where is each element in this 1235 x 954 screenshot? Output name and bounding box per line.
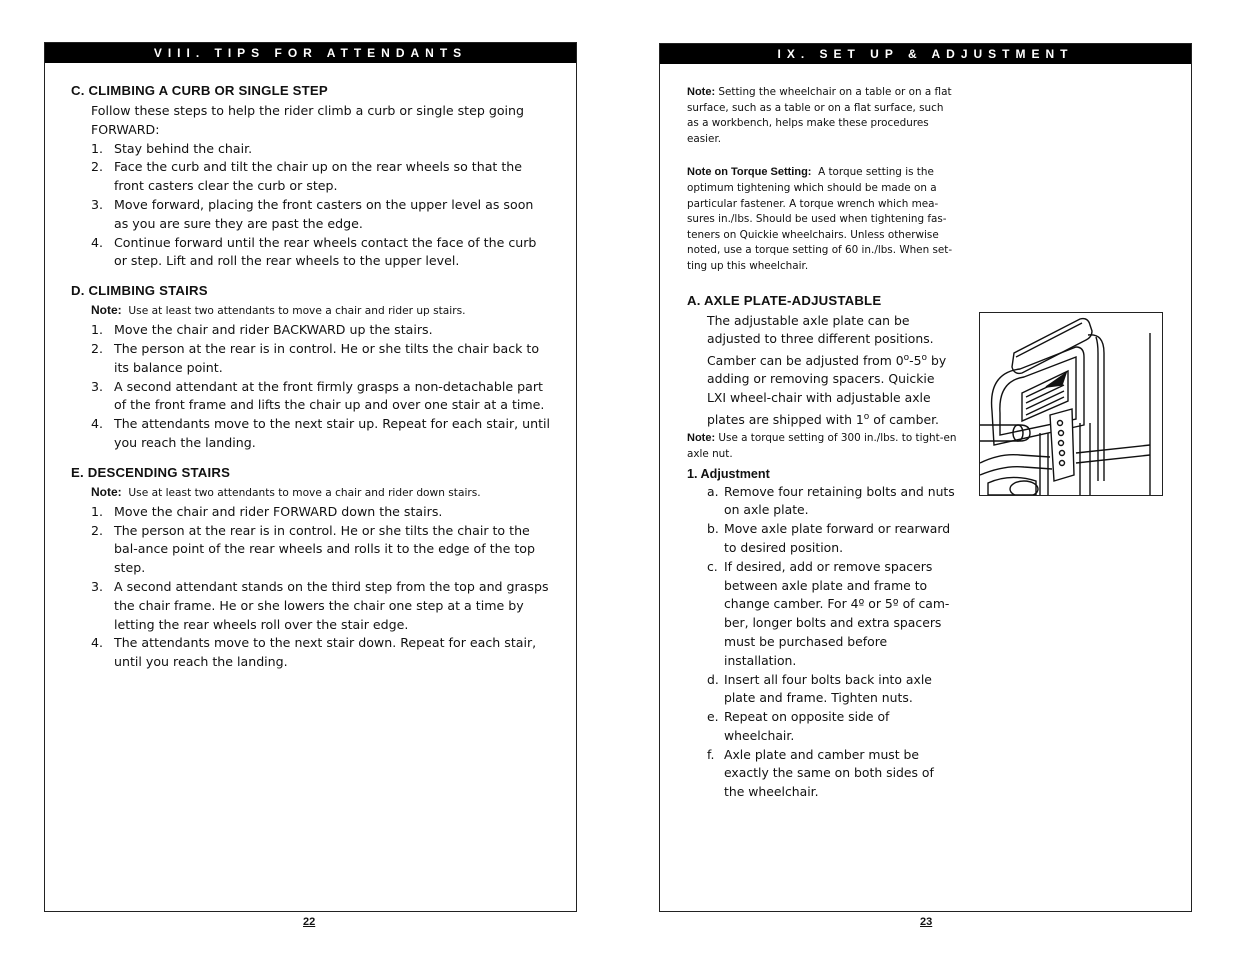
wheelchair-drawing bbox=[980, 313, 1162, 495]
left-page bbox=[44, 42, 577, 912]
step-item: 1. Move the chair and rider BACKWARD up the stairs. bbox=[91, 322, 433, 338]
step-item: 3. Move forward, placing the front casters on the upper level as soon as you are sure they are past the edge. bbox=[91, 196, 534, 231]
section-note: Note: Use at least two attendants to move a chair and rider up stairs. bbox=[91, 303, 466, 318]
step-item: 4. The attendants move to the next stair up. Repeat for each stair, until you reach the landing. bbox=[91, 416, 551, 450]
step-item: 2. Face the curb and tilt the chair up on the rear wheels so that the front casters clear the curb or step. bbox=[91, 159, 523, 194]
section-climbing-curb bbox=[71, 83, 551, 271]
section-descending-stairs bbox=[71, 465, 551, 672]
section-climbing-stairs bbox=[71, 283, 551, 453]
section-note: Note: Use at least two attendants to move a chair and rider down stairs. bbox=[91, 484, 481, 499]
step-item: 2. The person at the rear is in control. He or she tilts the chair to the bal-ance point of the rear wheels and rolls it to the edge of the top step. bbox=[91, 522, 536, 576]
step-item: 1. Stay behind the chair. bbox=[91, 140, 253, 156]
adjustment-step: a. Remove four retaining bolts and nuts on axle plate. bbox=[707, 483, 955, 518]
adjustment-step: b. Move axle plate forward or rearward to desired position. bbox=[707, 521, 951, 555]
step-item: 2. The person at the rear is in control. He or she tilts the chair back to its balance point. bbox=[91, 340, 540, 375]
right-page-number: 23 bbox=[920, 916, 933, 928]
adjustment-step: c. If desired, add or remove spacers between axle plate and frame to change camber. For 4º or 5º of cam-ber, longer bolts and extra spacers must be purchased before installation. bbox=[707, 558, 950, 668]
steps-list bbox=[71, 503, 551, 672]
section-title: D. CLIMBING STAIRS bbox=[71, 283, 208, 299]
step-item: 3. A second attendant at the front firmly grasps a non-detachable part of the front frame and lifts the chair up and over one stair at a time. bbox=[91, 378, 545, 413]
step-item: 4. Continue forward until the rear wheels contact the face of the curb or step. Lift and roll the rear wheels to the upper level. bbox=[91, 234, 537, 269]
section-intro: Follow these steps to help the rider climb a curb or single step going FORWARD: bbox=[91, 103, 525, 137]
wheelchair-axle-plate-illustration bbox=[979, 312, 1163, 496]
section-title-axle-plate: A. AXLE PLATE-ADJUSTABLE bbox=[687, 292, 882, 308]
adjustment-title: 1. Adjustment bbox=[687, 466, 770, 481]
note-axle-nut-torque: Note: Use a torque setting of 300 in./lbs. to tight-en axle nut. bbox=[687, 432, 957, 460]
right-page-header: IX. SET UP & ADJUSTMENT bbox=[660, 44, 1191, 64]
step-item: 1. Move the chair and rider FORWARD down the stairs. bbox=[91, 503, 443, 519]
step-item: 4. The attendants move to the next stair down. Repeat for each stair, until you reach the landing. bbox=[91, 635, 537, 670]
section-title: C. CLIMBING A CURB OR SINGLE STEP bbox=[71, 83, 328, 98]
right-page-content bbox=[687, 85, 957, 802]
adjustment-step: f. Axle plate and camber must be exactly the same on both sides of the wheelchair. bbox=[707, 746, 934, 800]
left-page-number: 22 bbox=[303, 916, 316, 928]
adjustment-step: d. Insert all four bolts back into axle plate and frame. Tighten nuts. bbox=[707, 671, 932, 706]
steps-list bbox=[71, 321, 551, 453]
left-page-header: VIII. TIPS FOR ATTENDANTS bbox=[45, 43, 576, 63]
adjustment-step: e. Repeat on opposite side of wheelchair. bbox=[707, 709, 890, 743]
adjustment-steps-list bbox=[687, 483, 957, 803]
axle-plate-description: The adjustable axle plate can be adjusted to three different positions. Camber can be adjusted from 0$^o$-5$^o$ by adding or removing spacers. Quickie LXI wheel-chair with adjustable axle plates are shipped with 1$^o$ of camber. bbox=[707, 312, 947, 427]
steps-list bbox=[71, 140, 551, 272]
note-table-setup: Note: Setting the wheelchair on a table or on a flat surface, such as a table or on a flat surface, such as a workbench, helps make these procedures easier. bbox=[687, 86, 952, 145]
section-title: E. DESCENDING STAIRS bbox=[71, 464, 231, 480]
step-item: 3. A second attendant stands on the third step from the top and grasps the chair frame. He or she lowers the chair one step at a time by letting the rear wheels roll over the stair edge. bbox=[91, 578, 549, 632]
note-torque-setting: Note on Torque Setting: A torque setting is the optimum tightening which should be made on a particular fastener. A torque wrench which mea-sures in./lbs. Should be used when tightening fas-teners on Quickie wheelchairs. Unless otherwise noted, use a torque setting of 60 in./lbs. When set-ting up this wheelchair. bbox=[687, 166, 953, 272]
left-page-content bbox=[71, 83, 551, 672]
